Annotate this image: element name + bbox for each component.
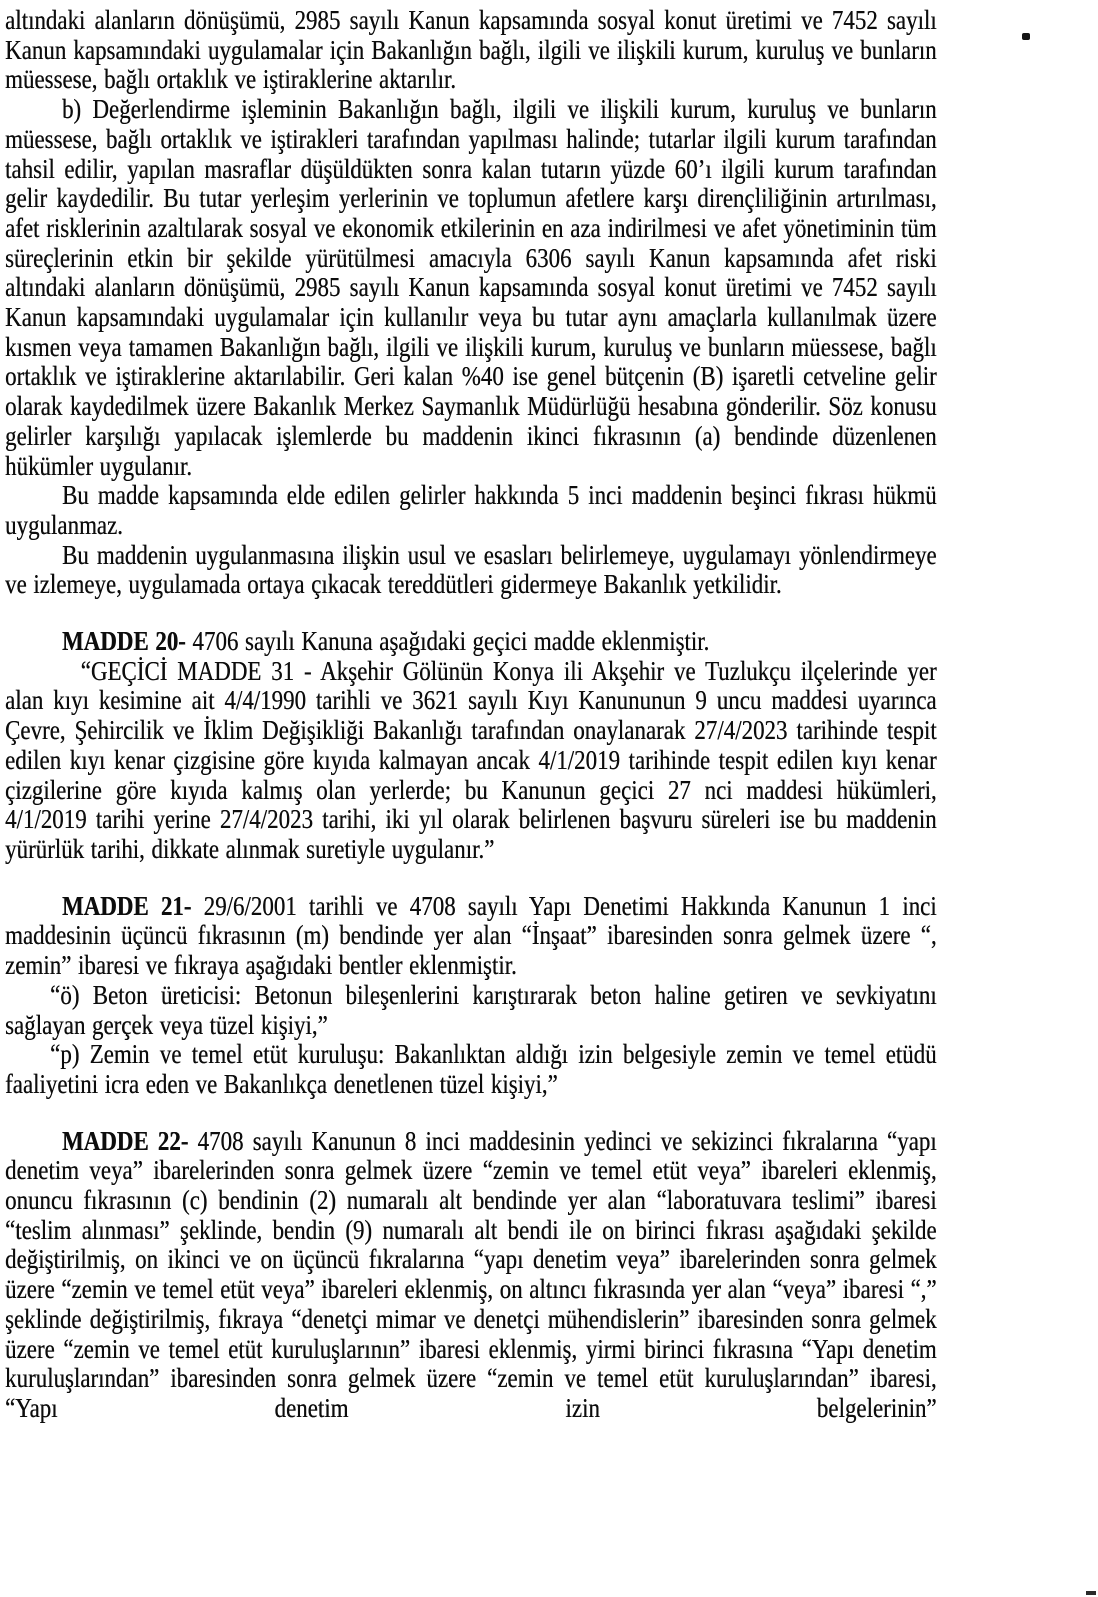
scan-mark-icon	[1086, 1591, 1096, 1595]
paragraph-text: b) Değerlendirme işleminin Bakanlığın bağlı, ilgili ve ilişkili kurum, kuruluş ve bunların müessese, bağlı ortaklık ve iştirakleri tarafından yapılması halinde; tutarlar ilgili kurum tarafından tahsil edilir, yapılan masraflar düşüldükten sonra kalan tutarın yüzde 60’ı ilgili kurum tarafından gelir kaydedilir. Bu tutar yerleşim yerlerinin ve toplumun afetlere karşı dirençliliğinin artırılması, afet risklerinin azaltılarak sosyal ve ekonomik etkilerinin en aza indirilmesi ve afet yönetiminin tüm süreçlerinin etkin bir şekilde yürütülmesi amacıyla 6306 sayılı Kanun kapsamında afet riski altındaki alanların dönüşümü, 2985 sayılı Kanun kapsamında sosyal konut üretimi ve 7452 sayılı Kanun kapsamındaki uygulamalar için kullanılır veya bu tutar aynı amaçlarla kullanılmak üzere kısmen veya tamamen Bakanlığın bağlı, ilgili ve ilişkili kurum, kuruluş ve bunların müessese, bağlı ortaklık ve iştiraklerine aktarılabilir. Geri kalan %40 ise genel bütçenin (B) işaretli cetveline gelir olarak kaydedilmek üzere Bakanlık Merkez Saymanlık Müdürlüğü hesabına gönderilir. Söz konusu gelirler karşılığı yapılacak işlemlerde bu maddenin ikinci fıkrasının (a) bendinde düzenlenen hükümler uygulanır.	[5, 94, 937, 481]
paragraph	[5, 95, 937, 481]
paragraph-text: “p) Zemin ve temel etüt kuruluşu: Bakanlıktan aldığı izin belgesiyle zemin ve temel etüdü faaliyetini icra eden ve Bakanlıkça denetlenen tüzel kişiyi,”	[5, 1039, 937, 1099]
article-number-label: MADDE 21-	[61, 890, 192, 921]
paragraph-text: 29/6/2001 tarihli ve 4708 sayılı Yapı Denetimi Hakkında Kanunun 1 inci maddesinin üçüncü fıkrasının (m) bendinde yer alan “İnşaat” ibaresinden sonra gelmek üzere “, zemin” ibaresi ve fıkraya aşağıdaki bentler eklenmiştir.	[5, 890, 937, 981]
paragraph	[5, 541, 937, 600]
scan-speck-icon	[1022, 33, 1030, 40]
paragraph-text: 4706 sayılı Kanuna aşağıdaki geçici madde eklenmiştir.	[185, 626, 710, 657]
paragraph-text: 4708 sayılı Kanunun 8 inci maddesinin yedinci ve sekizinci fıkralarına “yapı denetim veya” ibarelerinden sonra gelmek üzere “zemin ve temel etüt veya” ibareleri eklenmiş, onuncu fıkrasının (c) bendinin (2) numaralı alt bendinde yer alan “laboratuvara teslimi” ibaresi “teslim alınması” şeklinde, bendin (9) numaralı alt bendi ile on birinci fıkrası aşağıdaki şekilde değiştirilmiş, on ikinci ve on üçüncü fıkralarına “yapı denetim veya” ibarelerinden sonra gelmek üzere “zemin ve temel etüt veya” ibareleri eklenmiş, on altıncı fıkrasında yer alan “veya” ibaresi “,” şeklinde değiştirilmiş, fıkraya “denetçi mimar ve denetçi mühendislerin” ibaresinden sonra gelmek üzere “zemin ve temel etüt kuruluşlarının” ibaresi eklenmiş, yirmi birinci fıkrasına “Yapı denetim kuruluşlarından” ibaresinden sonra gelmek üzere “zemin ve temel etüt kuruluşlarından” ibaresi, “Yapı denetim izin belgelerinin”	[5, 1125, 937, 1423]
paragraph	[5, 981, 937, 1040]
paragraph-text: Bu maddenin uygulanmasına ilişkin usul ve esasları belirlemeye, uygulamayı yönlendirmeye ve izlemeye, uygulamada ortaya çıkacak tereddütleri gidermeye Bakanlık yetkilidir.	[5, 539, 937, 600]
paragraph-text: Bu madde kapsamında elde edilen gelirler hakkında 5 inci maddenin beşinci fıkrası hükmü uygulanmaz.	[5, 480, 937, 540]
paragraph-text: “ö) Beton üreticisi: Betonun bileşenlerini karıştırarak beton haline getiren ve sevkiyatını sağlayan gerçek veya tüzel kişiyi,”	[5, 979, 937, 1040]
paragraph	[5, 6, 937, 95]
paragraph-text: “GEÇİCİ MADDE 31 - Akşehir Gölünün Konya ili Akşehir ve Tuzlukçu ilçelerinde yer alan kıyı kesimine ait 4/4/1990 tarihli ve 3621 sayılı Kıyı Kanununun 9 uncu maddesi uyarınca Çevre, Şehircilik ve İklim Değişikliği Bakanlığı tarafından onaylanarak 27/4/2023 tarihinde tespit edilen kıyı kenar çizgisine göre kıyıda kalmayan ancak 4/1/2019 tarihinde tespit edilen kıyı kenar çizgilerine göre kıyıda kalmış olan yerlerde; bu Kanunun geçici 27 nci maddesi hükümleri, 4/1/2019 tarihi yerine 27/4/2023 tarihi, iki yıl olarak belirlenen başvuru süreleri ise bu maddenin yürürlük tarihi, dikkate alınmak suretiyle uygulanır.”	[5, 655, 937, 864]
article-number-label: MADDE 20-	[61, 626, 186, 657]
article-paragraph	[5, 627, 937, 657]
paragraph	[5, 1040, 937, 1099]
paragraph	[5, 657, 937, 865]
paragraph	[5, 481, 937, 540]
article-paragraph	[5, 1127, 937, 1424]
article-number-label: MADDE 22-	[61, 1125, 189, 1156]
article-paragraph	[5, 892, 937, 981]
paragraph-text: altındaki alanların dönüşümü, 2985 sayılı Kanun kapsamında sosyal konut üretimi ve 7452 sayılı Kanun kapsamındaki uygulamalar için Bakanlığın bağlı, ilgili ve ilişkili kurum, kuruluş ve bunların müessese, bağlı ortaklık ve iştiraklerine aktarılır.	[5, 5, 937, 95]
document-text	[5, 6, 937, 1424]
